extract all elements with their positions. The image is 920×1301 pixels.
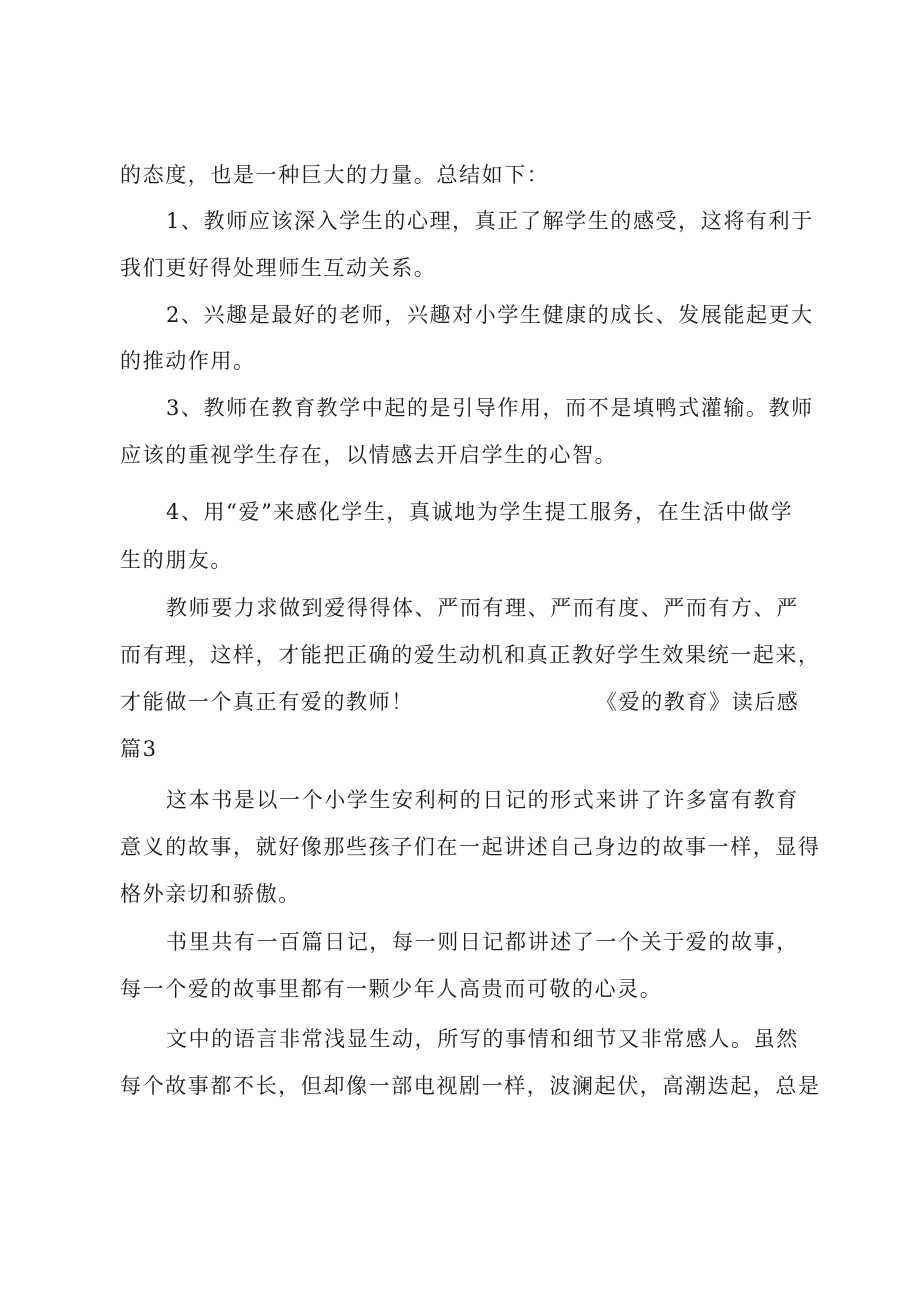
text-line: 3、教师在教育教学中起的是引导作用，而不是填鸭式灌输。教师	[166, 396, 814, 420]
text-line: 每一个爱的故事里都有一颗少年人高贵而可敬的心灵。	[120, 977, 663, 1001]
text-line: 2、兴趣是最好的老师，兴趣对小学生健康的成长、发展能起更大	[166, 303, 814, 327]
text-line: 我们更好得处理师生互动关系。	[120, 256, 437, 280]
text-line: 4、用“爱”来感化学生，真诚地为学生提工服务，在生活中做学	[166, 500, 794, 524]
section-number: 篇3	[120, 737, 158, 761]
text-line	[120, 687, 414, 717]
text-line: 格外亲切和骄傲。	[120, 882, 301, 906]
text-line: 教师要力求做到爱得得体、严而有理、严而有度、严而有方、严	[166, 596, 799, 620]
text-line: 意义的故事，就好像那些孩子们在一起讲述自己身边的故事一样，显得	[120, 835, 821, 859]
text-line: 书里共有一百篇日记，每一则日记都讲述了一个关于爱的故事，	[166, 930, 799, 954]
text-line: 每个故事都不长，但却像一部电视剧一样，波澜起伏，高潮迭起，总是	[120, 1074, 821, 1098]
text-line: 这本书是以一个小学生安利柯的日记的形式来讲了许多富有教育	[166, 788, 799, 812]
section-title: 《爱的教育》读后感	[596, 690, 800, 714]
text-line: 而有理，这样，才能把正确的爱生动机和真正教好学生效果统一起来，	[120, 643, 821, 667]
text-line: 的态度，也是一种巨大的力量。总结如下：	[120, 163, 550, 187]
text-line: 应该的重视学生存在，以情感去开启学生的心智。	[120, 443, 618, 467]
text-line: 文中的语言非常浅显生动，所写的事情和细节又非常感人。虽然	[166, 1027, 799, 1051]
text-line: 1、教师应该深入学生的心理，真正了解学生的感受，这将有利于	[166, 209, 814, 233]
text-fragment: 才能做一个真正有爱的教师！	[120, 690, 414, 714]
text-line: 生的朋友。	[120, 548, 233, 572]
text-line: 的推动作用。	[120, 349, 256, 373]
